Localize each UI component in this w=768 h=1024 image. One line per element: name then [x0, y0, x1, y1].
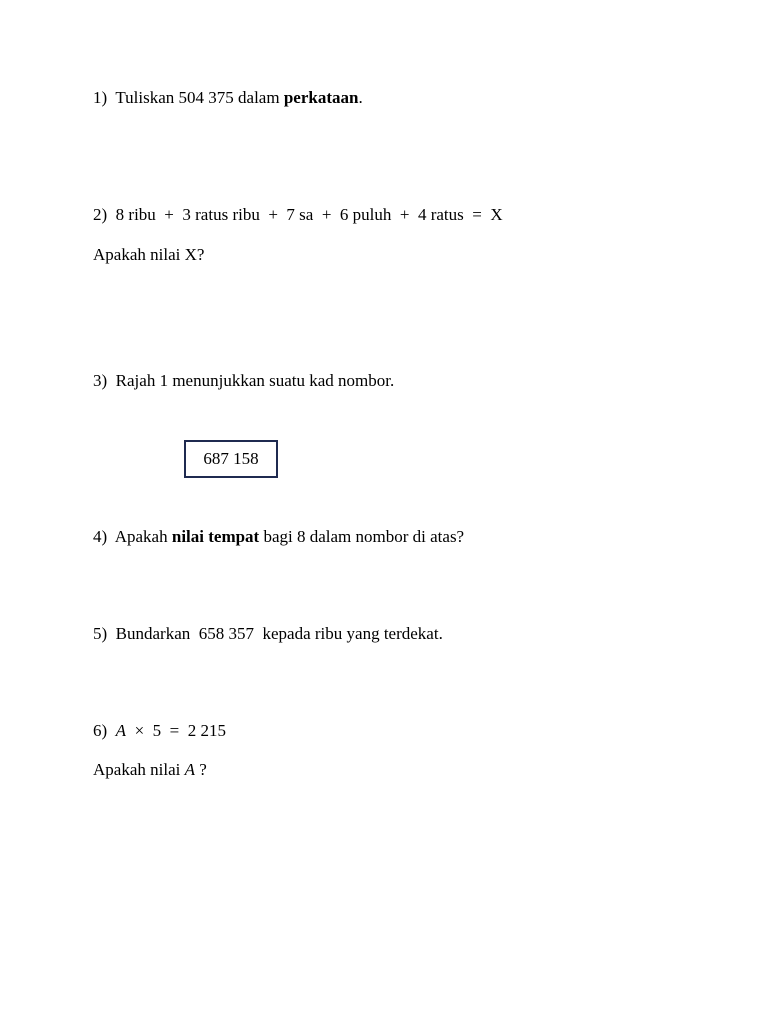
question-2-number: 2): [93, 205, 108, 224]
question-1-text: Tuliskan 504 375 dalam: [115, 88, 284, 107]
question-1: [93, 88, 363, 108]
question-6-equation: × 5 = 2 215: [126, 721, 226, 740]
question-3-number: 3): [93, 371, 108, 390]
question-6-prompt-variable: A: [184, 760, 195, 779]
question-4-number: 4): [93, 527, 108, 546]
question-1-text-end: .: [358, 88, 363, 107]
question-6-number: 6): [93, 721, 108, 740]
question-3: [93, 371, 394, 391]
question-4-bold-phrase: nilai tempat: [171, 527, 260, 546]
question-1-bold-word: perkataan: [283, 88, 359, 107]
question-2: [93, 205, 503, 225]
question-5: [93, 624, 443, 644]
question-4: [93, 527, 464, 547]
question-6-prompt-end: ?: [194, 760, 207, 779]
number-card-value: 687 158: [203, 449, 259, 468]
question-4-text-end: bagi 8 dalam nombor di atas?: [259, 527, 465, 546]
question-6-prompt-text: Apakah nilai: [93, 760, 185, 779]
number-card: [184, 440, 278, 478]
question-6: [93, 721, 226, 741]
question-2-prompt: Apakah nilai X?: [93, 245, 205, 264]
question-4-text: Apakah: [114, 527, 172, 546]
question-1-number: 1): [93, 88, 108, 107]
question-6-prompt: [93, 760, 207, 780]
question-3-text: Rajah 1 menunjukkan suatu kad nombor.: [115, 371, 395, 390]
question-2-equation: 8 ribu + 3 ratus ribu + 7 sa + 6 puluh + 4 ratus = X: [115, 205, 503, 224]
question-6-variable: A: [115, 721, 127, 740]
question-5-number: 5): [93, 624, 108, 643]
question-5-text: Bundarkan 658 357 kepada ribu yang terdekat.: [115, 624, 443, 643]
